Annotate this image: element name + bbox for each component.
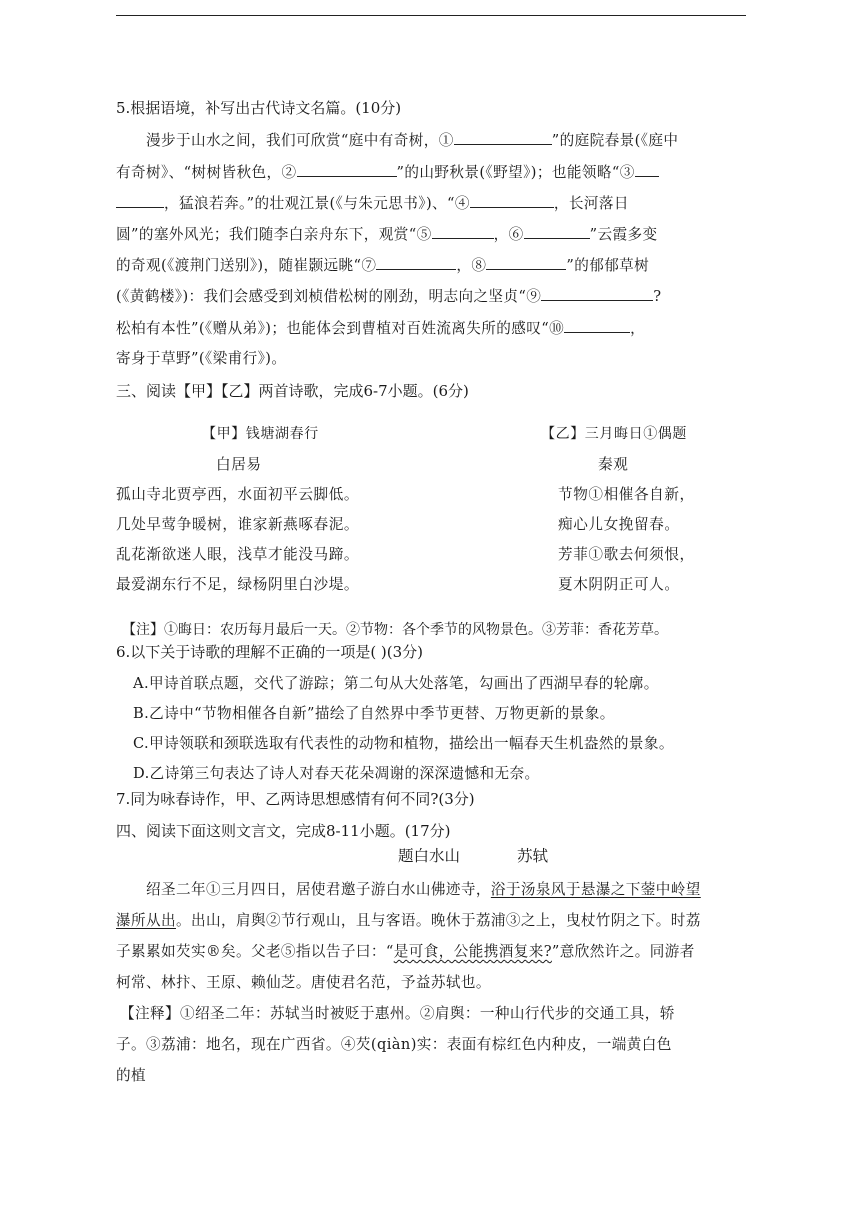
passage-line-2: 瀑所从出。出山，肩舆②节行观山，且与客语。晚休于荔浦③之上，曳杖竹阴之下。时荔 <box>116 912 701 929</box>
poem-b-line: 夏木阴阴正可人。 <box>558 576 680 593</box>
answer-blank-4[interactable] <box>470 193 554 208</box>
poem-b-title: 【乙】三月晦日①偶题 <box>541 426 687 442</box>
q6-option-a[interactable]: A.甲诗首联点题，交代了游踪；第二句从大处落笔，勾画出了西湖早春的轮廓。 <box>133 675 659 692</box>
poem-a-line: 孤山寺北贾亭西，水面初平云脚低。 <box>116 486 360 503</box>
poem-a-title: 【甲】钱塘湖春行 <box>202 426 319 442</box>
annotation-line-1: 【注释】①绍圣二年：苏轼当时被贬于惠州。②肩舆：一种山行代步的交通工具，轿 <box>120 1005 675 1022</box>
q6-stem: 6.以下关于诗歌的理解不正确的一项是( )(3分) <box>116 643 424 661</box>
poem-b-author: 秦观 <box>598 456 629 473</box>
poem-b-line: 节物①相催各自新， <box>558 486 695 503</box>
passage-line-1: 绍圣二年①三月四日，居使君邀子游白水山佛迹寺，浴于汤泉风于悬瀑之下蓥中岭望 <box>146 881 701 898</box>
q5-line-3: ，猛浪若奔。”的壮观江景(《与朱元思书》)、“④ ，长河落日 <box>116 193 629 214</box>
answer-blank-9[interactable] <box>541 286 653 301</box>
annotation-line-3: 的植 <box>116 1067 146 1084</box>
answer-blank-1[interactable] <box>454 130 552 145</box>
poem-note: 【注】①晦日：农历每月最后一天。②节物：各个季节的风物景色。③芳菲：香花芳草。 <box>122 622 668 638</box>
q5-line-8: 寄身于草野”(《梁甫行》)。 <box>116 350 287 367</box>
q5-line-1: 漫步于山水之间，我们可欣赏“庭中有奇树，① ”的庭院春景(《庭中 <box>146 132 679 149</box>
q7-stem: 7.同为咏春诗作，甲、乙两诗思想感情有何不同?(3分) <box>116 790 475 808</box>
underlined-sentence-cont: 瀑所从出 <box>116 912 176 929</box>
q6-option-b[interactable]: B.乙诗中“节物相催各自新”描绘了自然界中季节更替、万物更新的景象。 <box>133 705 615 722</box>
poem-a-line: 几处早莺争暖树，谁家新燕啄春泥。 <box>116 516 360 533</box>
wavy-underlined-quote: 是可食，公能携酒复来? <box>393 943 552 960</box>
answer-blank-10[interactable] <box>564 318 630 333</box>
passage-author: 苏轼 <box>517 847 549 865</box>
underlined-sentence: 浴于汤泉风于悬瀑之下蓥中岭望 <box>490 881 701 898</box>
poem-b-line: 痴心儿女挽留春。 <box>558 516 680 533</box>
q5-line-4: 圆”的塞外风光；我们随李白亲舟东下，观赏“⑤ ，⑥ ”云霞多变 <box>116 226 658 243</box>
q5-line-2: 有奇树》、“树树皆秋色，② ”的山野秋景(《野望》)；也能领略“③ <box>116 162 659 183</box>
section-3-heading: 三、阅读【甲】【乙】两首诗歌，完成6-7小题。(6分) <box>116 382 469 400</box>
poem-a-line: 最爱湖东行不足，绿杨阴里白沙堤。 <box>116 576 360 593</box>
q5-line-6: (《黄鹤楼》)：我们会感受到刘桢借松树的刚劲，明志向之坚贞“⑨ ? <box>116 288 662 305</box>
header-rule <box>116 15 746 16</box>
q5-line-5: 的奇观(《渡荆门送别》)，随崔颢远眺“⑦ ，⑧ ”的郁郁草树 <box>116 257 650 274</box>
answer-blank-8[interactable] <box>486 255 566 270</box>
answer-blank-3a[interactable] <box>635 162 659 177</box>
answer-blank-7[interactable] <box>376 255 456 270</box>
answer-blank-3b[interactable] <box>116 193 164 208</box>
passage-line-3: 子累累如芡实®矣。父老⑤指以告子曰：“是可食，公能携酒复来?”意欣然许之。同游者 <box>116 943 695 960</box>
poem-b-line: 芳菲①歌去何须恨， <box>558 546 695 563</box>
answer-blank-6[interactable] <box>524 224 590 239</box>
q5-heading: 5.根据语境，补写出古代诗文名篇。(10分) <box>116 99 402 117</box>
answer-blank-2[interactable] <box>297 162 397 177</box>
q6-option-d[interactable]: D.乙诗第三句表达了诗人对春天花朵凋谢的深深遗憾和无奈。 <box>133 765 540 782</box>
poem-a-author: 白居易 <box>216 456 262 473</box>
passage-title: 题白水山 <box>398 847 461 865</box>
poem-a-line: 乱花渐欲迷人眼，浅草才能没马蹄。 <box>116 546 360 563</box>
annotation-line-2: 子。③荔浦：地名，现在广西省。④芡(qiàn)实：表面有棕红色内种皮，一端黄白色 <box>116 1036 672 1053</box>
q6-option-c[interactable]: C.甲诗领联和颈联选取有代表性的动物和植物，描绘出一幅春天生机盎然的景象。 <box>133 735 674 752</box>
passage-line-4: 柯常、林抃、王原、赖仙芝。唐使君名范，予益苏轼也。 <box>116 974 491 991</box>
q5-line-7: 松柏有本性”(《赠从弟》)；也能体会到曹植对百姓流离失所的感叹“⑩ ， <box>116 320 646 337</box>
answer-blank-5[interactable] <box>432 224 494 239</box>
section-4-heading: 四、阅读下面这则文言文，完成8-11小题。(17分) <box>116 822 451 840</box>
